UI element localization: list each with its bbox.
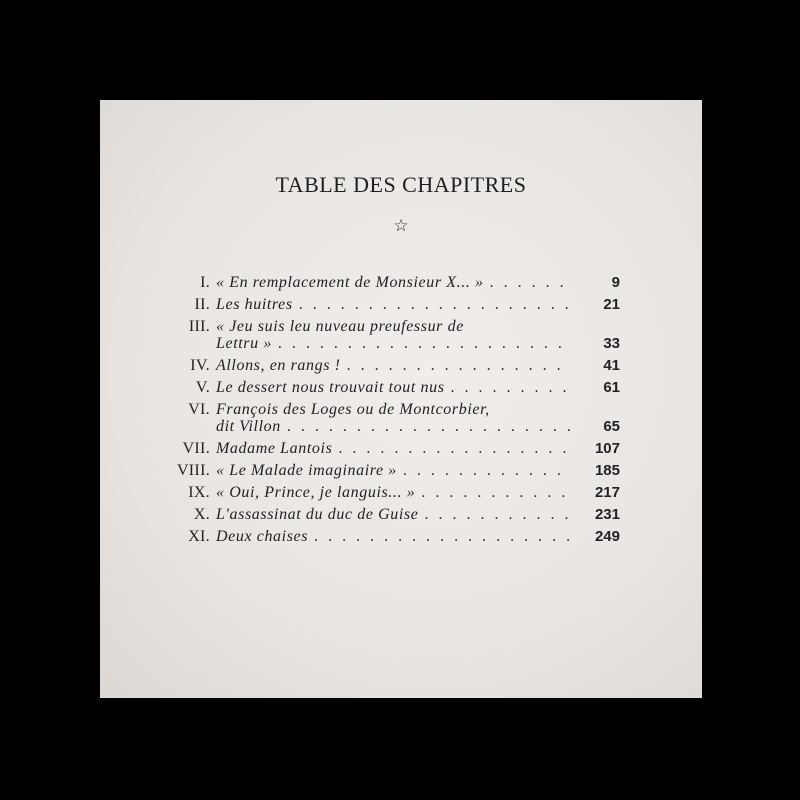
dot-leader bbox=[278, 335, 570, 352]
page-number: 231 bbox=[594, 506, 620, 523]
page-number: 9 bbox=[611, 274, 620, 291]
toc-entry bbox=[160, 274, 620, 291]
page-number: 185 bbox=[594, 462, 620, 479]
dot-leader bbox=[421, 484, 570, 501]
dot-leader bbox=[287, 418, 570, 435]
toc-entry bbox=[160, 401, 620, 435]
page-number: 33 bbox=[603, 335, 620, 352]
chapter-title: « En remplacement de Monsieur X... » bbox=[216, 274, 484, 291]
toc-entry bbox=[160, 379, 620, 396]
toc-entry bbox=[160, 318, 620, 352]
toc-entry bbox=[160, 484, 620, 501]
chapter-number: IX. bbox=[188, 484, 210, 501]
chapter-title: Allons, en rangs ! bbox=[216, 357, 341, 374]
page-number: 107 bbox=[594, 440, 620, 457]
toc-entry bbox=[160, 357, 620, 374]
page-number: 21 bbox=[603, 296, 620, 313]
dot-leader bbox=[299, 296, 570, 313]
chapter-title: François des Loges ou de Montcorbier, bbox=[216, 401, 490, 418]
chapter-number: XI. bbox=[188, 528, 210, 545]
chapter-number: VIII. bbox=[176, 462, 210, 479]
chapter-title: Lettru » bbox=[216, 335, 272, 352]
chapter-title: « Jeu suis leu nuveau preufessur de bbox=[216, 318, 464, 335]
chapter-title: Le dessert nous trouvait tout nus bbox=[216, 379, 445, 396]
page-number: 41 bbox=[603, 357, 620, 374]
dot-leader bbox=[347, 357, 570, 374]
chapter-title: Madame Lantois bbox=[216, 440, 333, 457]
toc-entry bbox=[160, 440, 620, 457]
page-number: 61 bbox=[603, 379, 620, 396]
table-of-contents bbox=[160, 274, 620, 550]
chapter-title: Deux chaises bbox=[216, 528, 309, 545]
star-outline-icon: ☆ bbox=[393, 216, 409, 236]
toc-entry bbox=[160, 528, 620, 545]
dot-leader bbox=[314, 528, 570, 545]
chapter-title: Les huitres bbox=[216, 296, 293, 313]
chapter-number: X. bbox=[193, 506, 210, 523]
chapter-title: « Le Malade imaginaire » bbox=[216, 462, 397, 479]
chapter-title: dit Villon bbox=[216, 418, 281, 435]
chapter-number: I. bbox=[200, 274, 210, 291]
chapter-number: VII. bbox=[182, 440, 210, 457]
page-number: 249 bbox=[594, 528, 620, 545]
chapter-title: « Oui, Prince, je languis... » bbox=[216, 484, 416, 501]
chapter-title: L'assassinat du duc de Guise bbox=[216, 506, 419, 523]
dot-leader bbox=[424, 506, 570, 523]
dot-leader bbox=[451, 379, 570, 396]
toc-entry bbox=[160, 296, 620, 313]
toc-entry bbox=[160, 462, 620, 479]
page-number: 65 bbox=[603, 418, 620, 435]
page-title: TABLE DES CHAPITRES bbox=[275, 172, 527, 197]
book-page bbox=[100, 100, 702, 698]
chapter-number: VI. bbox=[188, 401, 210, 418]
page-number: 217 bbox=[594, 484, 620, 501]
chapter-number: IV. bbox=[190, 357, 210, 374]
toc-entry bbox=[160, 506, 620, 523]
dot-leader bbox=[490, 274, 570, 291]
chapter-number: III. bbox=[188, 318, 210, 335]
chapter-number: II. bbox=[194, 296, 210, 313]
dot-leader bbox=[338, 440, 570, 457]
dot-leader bbox=[403, 462, 570, 479]
chapter-number: V. bbox=[195, 379, 210, 396]
